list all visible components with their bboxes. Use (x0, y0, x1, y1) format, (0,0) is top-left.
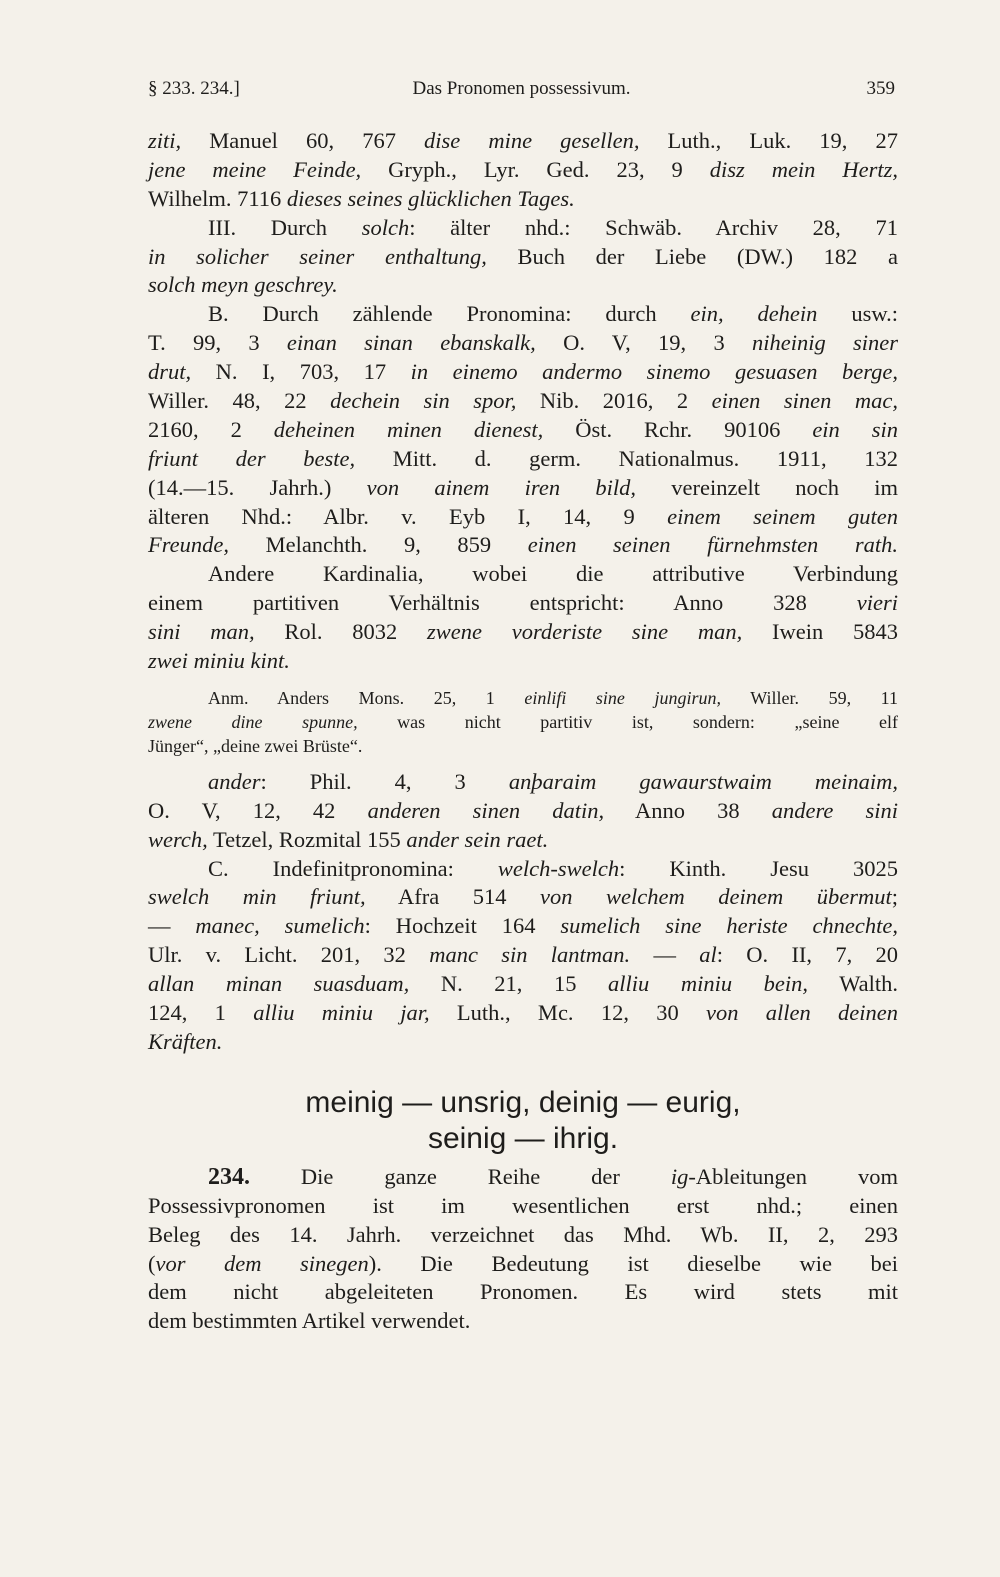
heading-line-2: seinig — ihrig. (427, 1121, 619, 1155)
citation-text: einlifi sine jungirun, (524, 687, 721, 708)
text-line (148, 127, 898, 156)
text-run: usw.: (817, 301, 898, 327)
citation-text: ig (670, 1163, 689, 1189)
text-run: : Kinth. Jesu 3025 (619, 855, 898, 881)
text-line (148, 647, 898, 676)
note-line (148, 734, 898, 758)
text-run: Beleg des 14. Jahrh. verzeichnet das Mhd. Wb. II, 2, 293 (148, 1221, 898, 1247)
citation-text: drut, (148, 359, 192, 385)
text-run: Willer. 48, 22 (148, 388, 331, 414)
text-line (148, 156, 898, 185)
text-block-233-continued (148, 127, 898, 676)
text-run: Gryph., Lyr. Ged. 23, 9 (361, 156, 710, 182)
citation-text: disz mein Hertz, (709, 156, 899, 182)
text-run: : Hochzeit 164 (364, 913, 561, 939)
text-run: Possessivpronomen ist im wesentlichen erst nhd.; einen (148, 1192, 898, 1218)
text-run: was nicht partitiv ist, sondern: „seine elf (357, 711, 898, 732)
citation-text: Freunde, (148, 532, 230, 558)
text-line (148, 214, 898, 243)
text-line (148, 1163, 898, 1192)
text-line (148, 618, 898, 647)
text-line (148, 329, 898, 358)
header-section-ref: § 233. 234.] (148, 78, 240, 99)
text-line (148, 1028, 898, 1057)
text-run: Öst. Rchr. 90106 (543, 416, 813, 442)
text-line (148, 243, 898, 272)
text-run: Anno 38 (604, 797, 772, 823)
section-number: 234. (208, 1163, 250, 1190)
text-run: Luth., Mc. 12, 30 (429, 1000, 706, 1026)
text-run: ( (148, 1250, 156, 1276)
annotation-block (148, 686, 898, 758)
page-body (148, 127, 898, 1336)
citation-text: al (699, 942, 717, 968)
text-run: Iwein 5843 (742, 619, 899, 645)
text-line (148, 503, 898, 532)
text-line (148, 1250, 898, 1279)
citation-text: ziti, (148, 128, 182, 153)
citation-text: von allen deinen (706, 1000, 898, 1026)
citation-text: von welchem deinem übermut (540, 884, 892, 910)
text-line (148, 416, 898, 445)
text-run: ). Die Bedeutung ist dieselbe wie bei (368, 1250, 898, 1276)
running-header (148, 78, 895, 104)
citation-text: ein, dehein (690, 301, 818, 327)
citation-text: allan minan suasduam, (148, 971, 410, 997)
text-run: Luth., Luk. 19, 27 (639, 128, 898, 153)
text-run: C. Indefinitpronomina: (208, 855, 498, 881)
text-run: : älter nhd.: Schwäb. Archiv 28, 71 (409, 214, 898, 240)
text-line (148, 1307, 898, 1336)
text-run: Anm. Anders Mons. 25, 1 (208, 687, 525, 708)
text-line (148, 826, 898, 855)
text-run: Rol. 8032 (254, 619, 428, 645)
text-run: vereinzelt noch im (636, 474, 899, 500)
text-run: — (148, 913, 196, 939)
text-line (148, 271, 898, 300)
text-run: B. Durch zählende Pronomina: durch (208, 301, 691, 327)
citation-text: ander (208, 768, 261, 794)
citation-text: solch (361, 214, 410, 240)
text-run: Buch der Liebe (DW.) 182 a (486, 243, 898, 269)
text-run: Melanchth. 9, 859 (229, 532, 528, 558)
text-line (148, 941, 898, 970)
text-line (148, 1221, 898, 1250)
citation-text: jene meine Feinde, (148, 156, 362, 182)
text-line (148, 768, 898, 797)
text-line (148, 445, 898, 474)
text-line (148, 797, 898, 826)
citation-text: andere sini (771, 797, 898, 823)
text-line (148, 912, 898, 941)
citation-text: zwei miniu kint. (148, 648, 290, 674)
text-run: : Phil. 4, 3 (260, 768, 509, 794)
text-line (148, 855, 898, 884)
citation-text: friunt der beste, (148, 445, 356, 471)
citation-text: sini man, (148, 619, 255, 645)
text-line (148, 999, 898, 1028)
citation-text: einen seinen fürnehmsten rath. (527, 532, 898, 558)
citation-text: swelch min friunt, (148, 884, 366, 910)
text-block-234 (148, 1163, 898, 1336)
text-run: 124, 1 (148, 1000, 254, 1026)
citation-text: manc sin lantman. (429, 942, 631, 968)
text-run: Wilhelm. 7116 (148, 185, 287, 211)
text-line (148, 185, 898, 214)
citation-text: von ainem iren bild, (366, 474, 636, 500)
text-line (148, 970, 898, 999)
text-run: Nib. 2016, 2 (516, 388, 712, 414)
text-run: Afra 514 (365, 884, 540, 910)
citation-text: niheinig siner (751, 330, 898, 356)
text-line (148, 1278, 898, 1307)
text-block-ander-indefinite (148, 768, 898, 1057)
text-run: Manuel 60, 767 (181, 128, 425, 153)
text-run: O. V, 12, 42 (148, 797, 368, 823)
text-run: Jünger“, „deine zwei Brüste“. (148, 735, 363, 756)
note-line (148, 710, 898, 734)
text-run: Die ganze Reihe der (250, 1163, 671, 1189)
citation-text: zwene dine spunne, (148, 711, 358, 732)
text-line (148, 387, 898, 416)
citation-text: dise mine gesellen, (424, 128, 640, 153)
text-line (148, 883, 898, 912)
citation-text: werch, (148, 826, 208, 852)
text-run: (14.—15. Jahrh.) (148, 474, 367, 500)
citation-text: Kräften. (148, 1028, 223, 1054)
citation-text: ander sein raet. (406, 826, 549, 852)
text-run: 2160, 2 (148, 416, 274, 442)
text-run: N. 21, 15 (409, 971, 609, 997)
citation-text: einan sinan ebanskalk, (286, 330, 536, 356)
text-run: Walth. (808, 971, 899, 997)
text-run: : O. II, 7, 20 (716, 942, 898, 968)
text-line (148, 358, 898, 387)
citation-text: in solicher seiner enthaltung, (148, 243, 487, 269)
text-run: -Ableitungen vom (688, 1163, 898, 1189)
text-run: III. Durch (208, 214, 362, 240)
text-line (148, 474, 898, 503)
text-run: Willer. 59, 11 (721, 687, 898, 708)
heading-line-1: meinig — unsrig, deinig — eurig, (305, 1085, 741, 1119)
text-run: Mitt. d. germ. Nationalmus. 1911, 132 (355, 445, 898, 471)
text-line (148, 560, 898, 589)
text-run: O. V, 19, 3 (535, 330, 752, 356)
text-run: Ulr. v. Licht. 201, 32 (148, 942, 430, 968)
text-run: dem bestimmten Artikel verwendet. (148, 1308, 471, 1334)
text-run: dem nicht abgeleiteten Pronomen. Es wird stets mit (148, 1279, 898, 1305)
citation-text: alliu miniu jar, (253, 1000, 430, 1026)
page-number: 359 (866, 78, 895, 99)
text-run: T. 99, 3 (148, 330, 287, 356)
citation-text: ein sin (812, 416, 899, 442)
citation-text: dechein sin spor, (330, 388, 517, 414)
text-line (148, 1192, 898, 1221)
citation-text: manec, sumelich (195, 913, 365, 939)
text-line (148, 300, 898, 329)
citation-text: in einemo andermo sinemo gesuasen berge, (410, 359, 898, 385)
text-line (148, 531, 898, 560)
text-run: — (630, 942, 700, 968)
citation-text: einem seinem guten (667, 503, 898, 529)
text-run: ; (891, 884, 899, 910)
citation-text: alliu miniu bein, (608, 971, 809, 997)
citation-text: welch-swelch (497, 855, 620, 881)
text-run: N. I, 703, 17 (191, 359, 411, 385)
section-heading (148, 1085, 898, 1157)
citation-text: sumelich sine heriste chnechte, (560, 913, 899, 939)
citation-text: solch meyn geschrey. (148, 272, 338, 298)
text-run: einem partitiven Verhältnis entspricht: Anno 328 (148, 590, 857, 616)
citation-text: zwene vorderiste sine man, (427, 619, 743, 645)
note-line (148, 686, 898, 710)
citation-text: einen sinen mac, (711, 388, 898, 414)
text-run: Tetzel, Rozmital 155 (207, 826, 407, 852)
citation-text: vieri (856, 590, 898, 616)
citation-text: deheinen minen dienest, (273, 416, 544, 442)
citation-text: dieses seines glücklichen Tages. (286, 185, 575, 211)
citation-text: vor dem sinegen (155, 1250, 369, 1276)
citation-text: anþaraim gawaurstwaim meinaim, (508, 768, 898, 794)
text-run: älteren Nhd.: Albr. v. Eyb I, 14, 9 (148, 503, 668, 529)
header-title: Das Pronomen possessivum. (412, 78, 631, 99)
text-run: Andere Kardinalia, wobei die attributive Verbindung (208, 561, 898, 587)
citation-text: anderen sinen datin, (367, 797, 605, 823)
text-line (148, 589, 898, 618)
